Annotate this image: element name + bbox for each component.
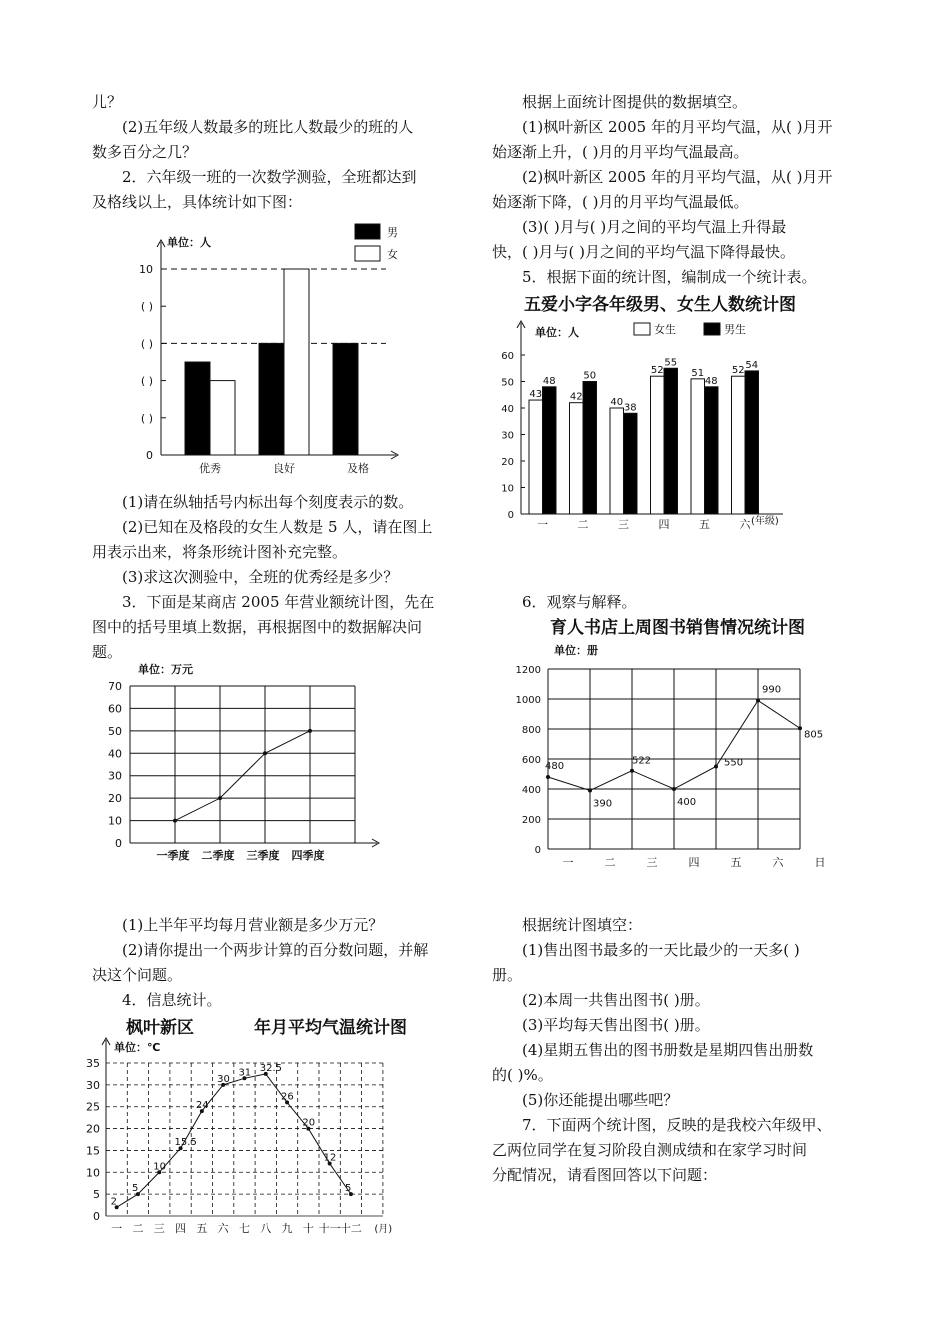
y-tick-label: 0	[507, 510, 514, 521]
question-3-line: 题。	[92, 643, 123, 661]
data-point	[630, 769, 634, 773]
text-line: (1)枫叶新区 2005 年的月平均气温，从( )月开	[522, 118, 833, 136]
y-tick-label: ( )	[140, 300, 153, 314]
data-label: 390	[593, 798, 613, 810]
x-tick-label: 二	[577, 518, 589, 531]
x-tick-label: 十二	[339, 1222, 362, 1235]
question-5-title: 5．根据下面的统计图，编制成一个统计表。	[522, 268, 817, 286]
y-tick-label: ( )	[140, 374, 153, 388]
text-line: 根据统计图填空：	[522, 916, 643, 934]
book-sales-line-chart	[510, 642, 840, 869]
bar	[543, 387, 557, 514]
text-line: (2)本周一共售出图书( )册。	[522, 991, 710, 1009]
x-tick-label: 七	[238, 1222, 250, 1235]
data-label: 550	[724, 757, 744, 769]
data-label: 522	[632, 755, 652, 767]
x-tick-label: 二	[604, 856, 616, 869]
text-line: (2)请你提出一个两步计算的百分数问题，并解	[122, 941, 429, 959]
text-line: (4)星期五售出的图书册数是星期四售出册数	[522, 1041, 814, 1059]
question-6-title: 6．观察与解释。	[522, 593, 637, 611]
data-label: 40	[610, 397, 624, 408]
data-label: 50	[583, 370, 597, 382]
text-line: (3)平均每天售出图书( )册。	[522, 1016, 710, 1034]
bar	[624, 413, 638, 514]
bar	[333, 343, 358, 455]
y-tick-label: 40	[108, 747, 122, 761]
grade-chart-title: 五爱小字各年级男、女生人数统计图	[524, 295, 796, 315]
x-tick-label: 二季度	[201, 849, 235, 862]
data-label: 48	[542, 375, 556, 387]
y-tick-label: ( )	[140, 337, 153, 351]
unit-label: 单位：册	[554, 644, 598, 657]
y-tick-label: 800	[521, 725, 541, 736]
y-tick-label: 60	[108, 702, 122, 716]
data-point	[672, 787, 676, 791]
text-line: 快，( )月与( )月之间的平均气温下降得最快。	[492, 243, 795, 261]
text-line: (5)你还能提出哪些吧？	[522, 1091, 679, 1109]
text-line: 始逐渐下降，( )月的月平均气温最低。	[492, 193, 749, 211]
x-unit-label: (年级)	[751, 516, 779, 527]
legend-label: 女生	[654, 323, 676, 336]
data-label: 10	[153, 1161, 166, 1173]
question-7-line: 分配情况，请看图回答以下问题：	[492, 1166, 718, 1184]
bar	[745, 371, 759, 514]
x-tick-label: 六	[739, 518, 751, 531]
legend-label: 男生	[724, 323, 746, 336]
data-point	[756, 699, 760, 703]
question-7-line: 乙两位同学在复习阶段自测成绩和在家学习时间	[492, 1141, 808, 1159]
text-line: (2)已知在及格段的女生人数是 5 人，请在图上	[122, 518, 433, 536]
data-label: 480	[545, 761, 565, 772]
y-tick-label: 30	[108, 769, 122, 783]
text-line: (1)上半年平均每月营业额是多少万元？	[122, 916, 384, 934]
unit-label: 单位：人	[535, 326, 579, 339]
y-tick-label: 0	[115, 837, 122, 850]
x-tick-label: 六	[772, 856, 784, 869]
data-label: 5	[344, 1183, 352, 1195]
data-label: 48	[704, 375, 718, 387]
book-chart-title: 育人书店上周图书销售情况统计图	[550, 618, 805, 638]
data-point	[714, 765, 718, 769]
data-label: 31	[238, 1067, 252, 1079]
x-tick-label: 一	[111, 1222, 123, 1235]
x-tick-label: 四	[658, 518, 670, 531]
y-tick-label: 50	[108, 724, 122, 738]
x-tick-label: 十	[302, 1222, 314, 1235]
text-line: 始逐渐上升，( )月的月平均气温最高。	[492, 143, 749, 161]
x-tick-label: 六	[217, 1222, 229, 1235]
y-tick-label: 10	[501, 483, 514, 495]
text-line: 儿？	[92, 93, 123, 111]
y-tick-label: 0	[534, 845, 541, 856]
data-label: 990	[762, 684, 782, 696]
data-point	[263, 751, 267, 755]
right-column-q6-subs	[492, 913, 864, 1188]
y-tick-label: ( )	[140, 411, 153, 425]
temp-chart-title-right: 年月平均气温统计图	[254, 1018, 407, 1038]
data-label: 805	[804, 729, 824, 741]
y-tick-label: 600	[521, 755, 541, 766]
temp-chart-title-left: 枫叶新区	[126, 1018, 194, 1038]
bar	[570, 403, 584, 514]
y-tick-label: 30	[501, 430, 514, 442]
bar	[529, 400, 543, 514]
question-2-line: 及格线以上，具体统计如下图：	[92, 193, 303, 211]
x-tick-label: 三	[618, 518, 629, 531]
unit-label: 单位：℃	[114, 1041, 161, 1054]
y-tick-label: 50	[501, 377, 514, 389]
x-tick-label: 一	[562, 856, 574, 869]
text-line: (3)求这次测验中，全班的优秀经是多少？	[122, 568, 399, 586]
grade-bar-chart	[494, 318, 804, 531]
y-tick-label: 20	[501, 457, 514, 468]
right-column	[492, 90, 864, 290]
x-tick-label: 八	[260, 1222, 272, 1235]
x-tick-label: 良好	[273, 462, 295, 475]
y-tick-label: 60	[501, 351, 514, 362]
data-label: 42	[569, 391, 583, 403]
question-6-title-block	[492, 590, 864, 615]
x-tick-label: 十一	[318, 1222, 341, 1235]
data-label: 51	[691, 367, 705, 379]
score-bar-chart	[130, 222, 400, 477]
text-line: 的( )%。	[492, 1066, 553, 1084]
temperature-line-chart	[84, 1036, 404, 1236]
x-tick-label: 四	[175, 1222, 187, 1235]
x-tick-label: 四	[688, 856, 700, 869]
text-line: 用表示出来，将条形统计图补充完整。	[92, 543, 348, 561]
data-label: 32.5	[259, 1062, 283, 1074]
text-line: (3)( )月与( )月之间的平均气温上升得最	[522, 218, 787, 236]
left-column	[92, 90, 464, 215]
data-label: 12	[323, 1152, 337, 1164]
data-label: 55	[664, 357, 678, 369]
y-tick-label: 20	[86, 1122, 100, 1136]
data-label: 24	[195, 1100, 209, 1112]
y-tick-label: 1200	[515, 665, 541, 676]
text-line: 册。	[492, 966, 523, 984]
data-label: 2	[110, 1196, 118, 1208]
x-tick-label: 一	[537, 518, 548, 531]
unit-label: 单位：万元	[138, 663, 193, 676]
x-tick-label: 九	[281, 1222, 293, 1235]
y-tick-label: 0	[146, 449, 153, 462]
text-line: 数多百分之几？	[92, 143, 198, 161]
x-tick-label: 二	[132, 1222, 144, 1235]
y-tick-label: 200	[521, 815, 541, 826]
bar	[284, 269, 309, 455]
x-tick-label: 及格	[347, 462, 369, 475]
bar	[732, 376, 746, 514]
x-tick-label: 三	[646, 856, 658, 869]
left-column-q2-subs	[92, 490, 464, 665]
question-7-line: 7．下面两个统计图，反映的是我校六年级甲、	[522, 1116, 832, 1134]
data-label: 38	[623, 402, 637, 414]
data-label: 30	[217, 1073, 230, 1085]
data-point	[546, 775, 550, 779]
data-point	[218, 796, 222, 800]
legend-label: 男	[387, 226, 398, 239]
x-tick-label: 五	[730, 856, 742, 869]
x-tick-label: 一季度	[156, 849, 190, 862]
question-3-line: 3．下面是某商店 2005 年营业额统计图，先在	[122, 593, 435, 611]
data-label: 400	[677, 797, 697, 808]
y-tick-label: 70	[108, 680, 122, 693]
text-line: (2)枫叶新区 2005 年的月平均气温，从( )月开	[522, 168, 833, 186]
bar	[664, 368, 678, 514]
legend-swatch	[634, 323, 650, 335]
bar	[691, 379, 705, 514]
x-tick-label: 五	[699, 518, 710, 531]
question-3-line: 图中的括号里填上数据，再根据图中的数据解决问	[92, 618, 423, 636]
y-tick-label: 10	[108, 814, 122, 828]
data-point	[798, 726, 802, 730]
x-tick-label: 优秀	[199, 462, 221, 475]
data-label: 20	[302, 1117, 316, 1129]
y-tick-label: 400	[521, 785, 541, 796]
bar	[210, 381, 235, 455]
revenue-line-chart	[100, 662, 390, 862]
y-tick-label: 5	[93, 1188, 100, 1202]
y-tick-label: 15	[86, 1144, 100, 1158]
bar	[651, 376, 665, 514]
data-label: 52	[650, 365, 664, 377]
y-tick-label: 0	[93, 1210, 100, 1223]
data-label: 26	[281, 1091, 294, 1103]
x-tick-label: 三季度	[246, 849, 280, 862]
y-tick-label: 30	[86, 1078, 100, 1092]
bar	[583, 382, 597, 515]
data-label: 54	[745, 359, 759, 371]
bar	[705, 387, 719, 514]
x-tick-label: 四季度	[291, 849, 325, 862]
bar	[610, 408, 624, 514]
y-tick-label: 20	[108, 792, 122, 806]
y-tick-label: 25	[86, 1100, 100, 1114]
question-2-line: 2．六年级一班的一次数学测验，全班都达到	[122, 168, 417, 186]
x-tick-label: 三	[153, 1222, 165, 1235]
y-tick-label: 1000	[515, 695, 541, 706]
x-tick-label: 五	[196, 1222, 208, 1235]
text-line: (1)售出图书最多的一天比最少的一天多( )	[522, 941, 800, 959]
y-tick-label: 40	[501, 404, 514, 415]
text-line: 决这个问题。	[92, 966, 183, 984]
text-line: 根据上面统计图提供的数据填空。	[522, 93, 748, 111]
legend-label: 女	[387, 248, 398, 261]
legend-swatch	[355, 246, 380, 261]
text-line: (1)请在纵轴括号内标出每个刻度表示的数。	[122, 493, 414, 511]
data-point	[588, 789, 592, 793]
legend-swatch	[704, 323, 720, 335]
unit-label: 单位：人	[167, 236, 211, 249]
data-label: 15.5	[174, 1137, 197, 1149]
y-tick-label: 10	[86, 1166, 100, 1180]
y-tick-label: 10	[139, 263, 153, 276]
text-line: (2)五年级人数最多的班比人数最少的班的人	[122, 118, 414, 136]
x-tick-label: 日	[814, 856, 826, 869]
bar	[259, 343, 284, 455]
data-point	[308, 729, 312, 733]
legend-swatch	[355, 224, 380, 239]
x-unit-label: (月)	[374, 1224, 393, 1235]
data-label: 43	[529, 389, 543, 401]
data-label: 52	[731, 365, 745, 377]
left-column-q3-subs	[92, 913, 464, 1013]
data-label: 5	[131, 1183, 139, 1195]
data-point	[173, 819, 177, 823]
bar	[185, 362, 210, 455]
y-tick-label: 35	[86, 1057, 100, 1070]
question-4-title: 4．信息统计。	[122, 991, 222, 1009]
